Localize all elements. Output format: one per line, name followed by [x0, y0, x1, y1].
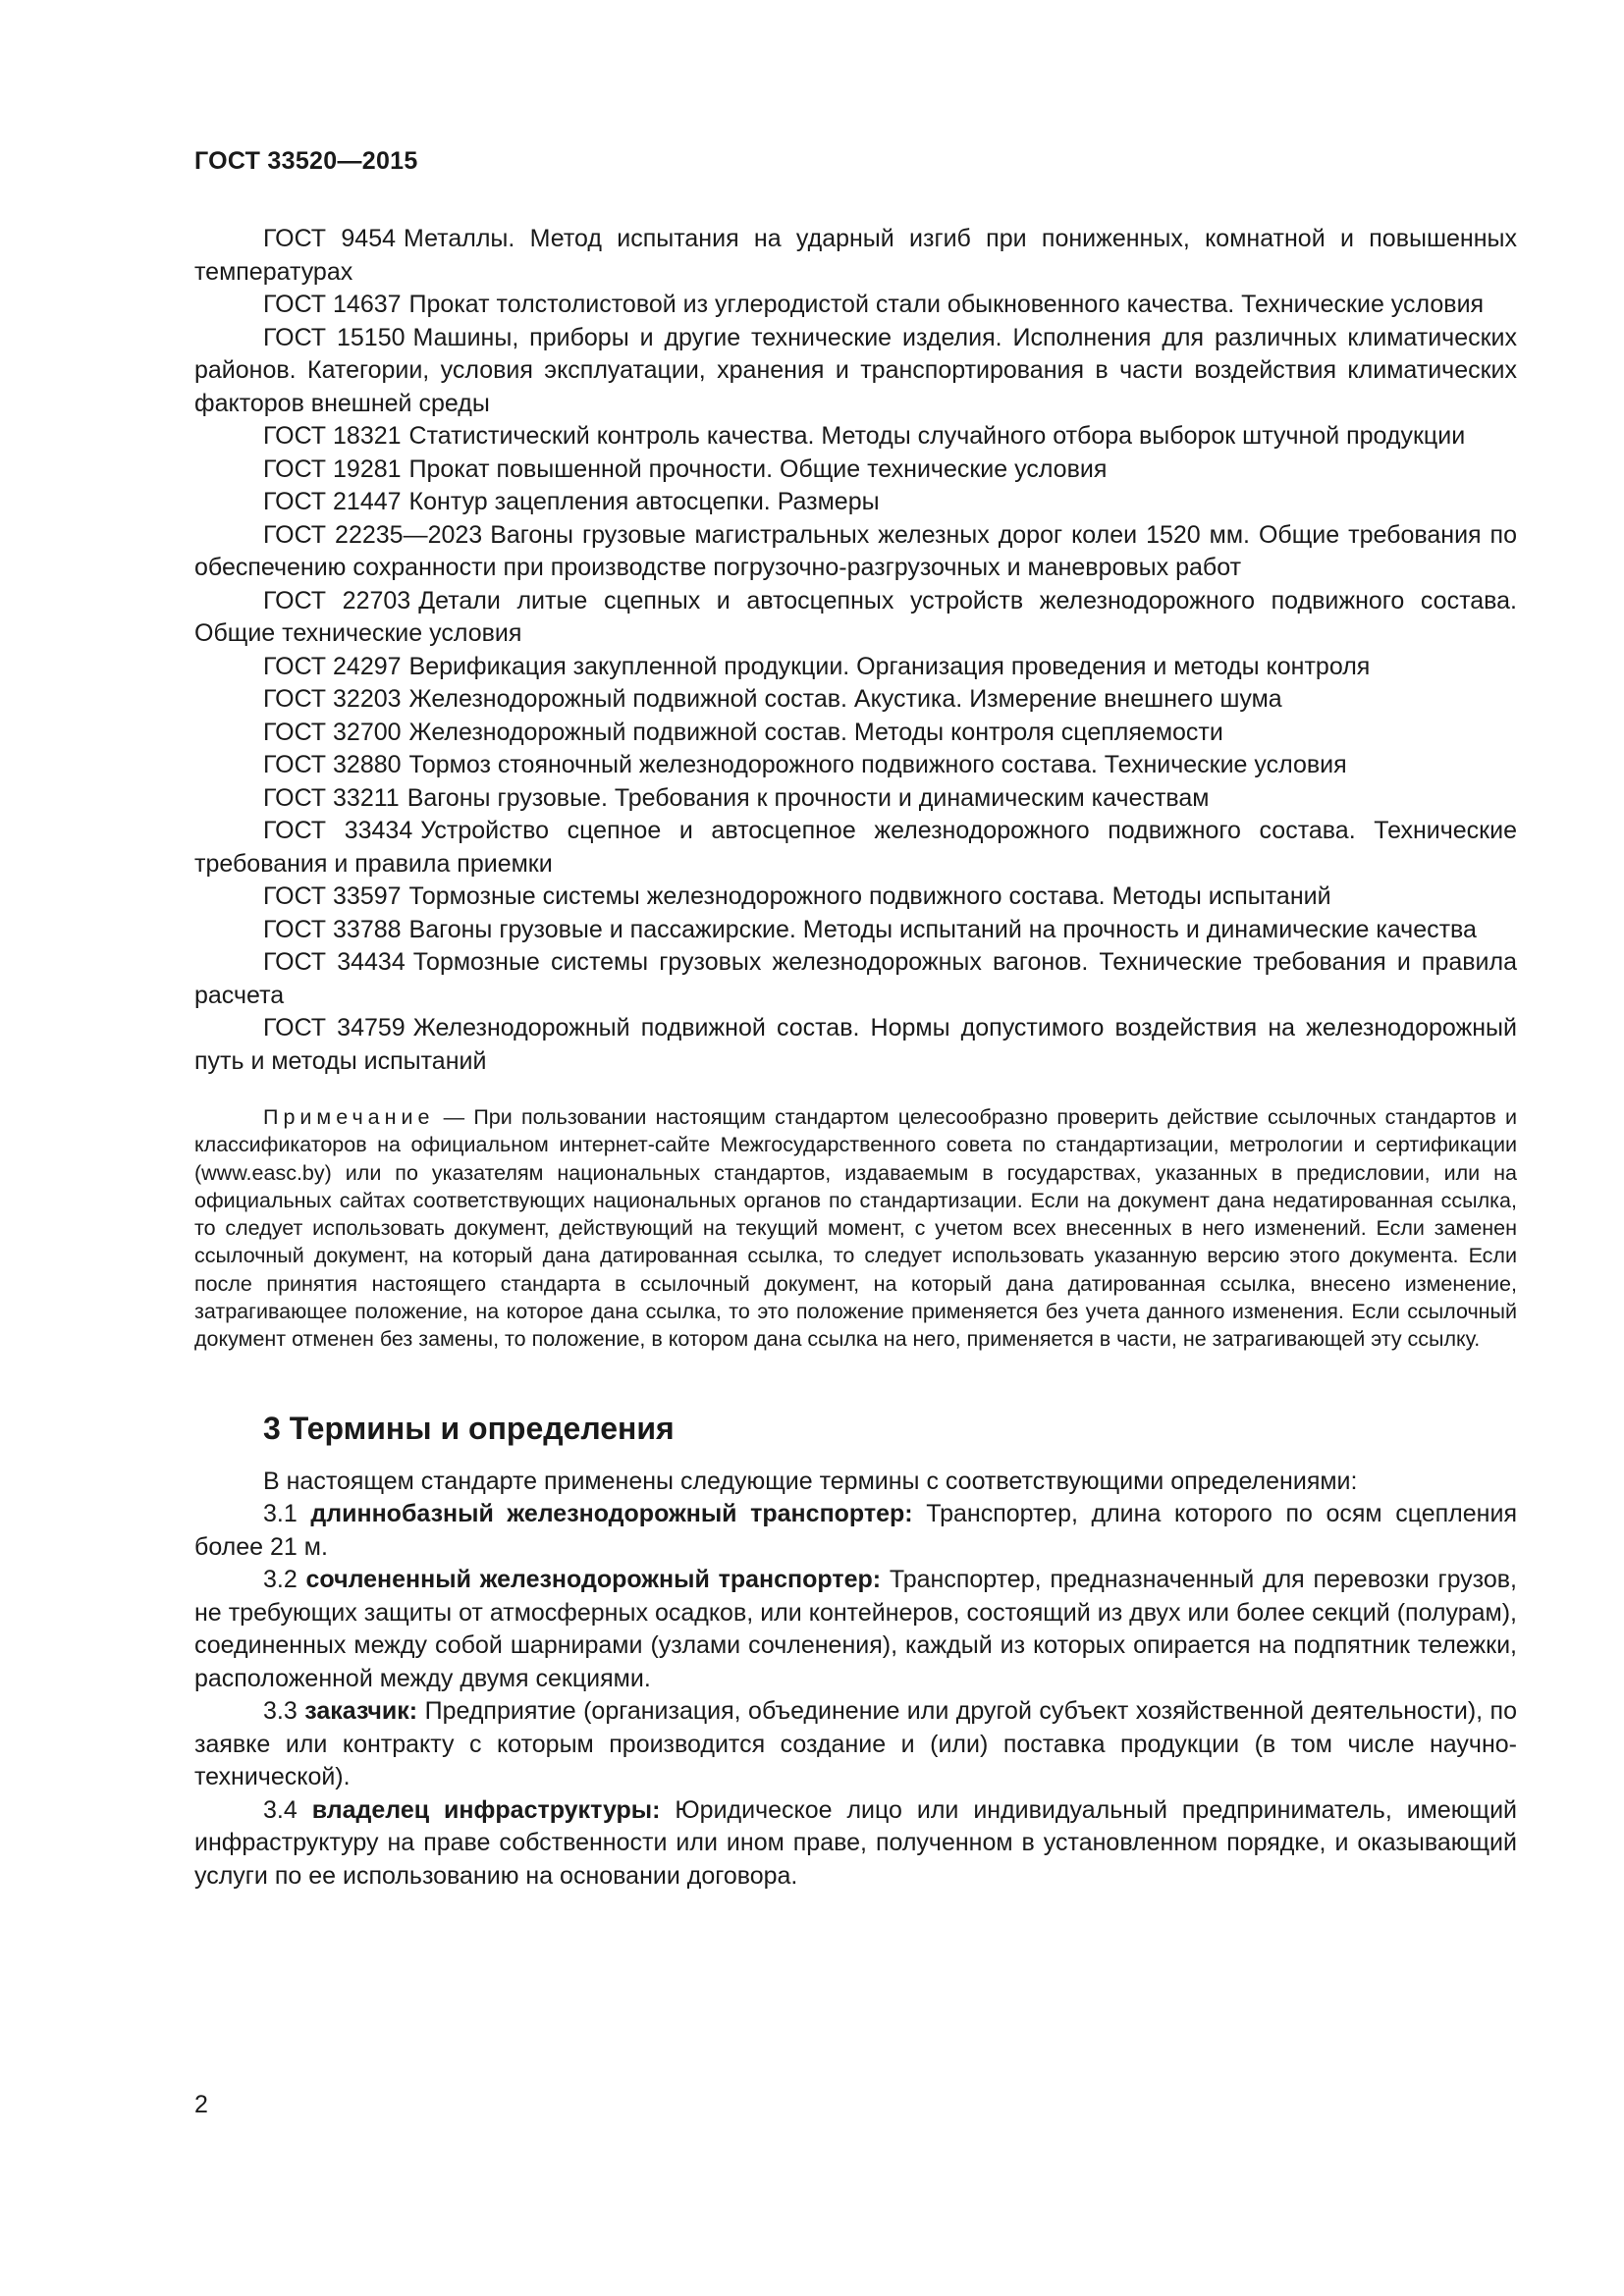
reference-item [194, 782, 1517, 816]
reference-title: Железнодорожный подвижной состав. Акустика. Измерение внешнего шума [408, 685, 1282, 713]
reference-code: ГОСТ 22703 [263, 586, 411, 614]
term-text: Транспортер, длина которого по осям сцепления более 21 м. [194, 1500, 1517, 1561]
reference-item [194, 717, 1517, 750]
reference-code: ГОСТ 33788 [263, 915, 402, 943]
term-name: заказчик: [304, 1697, 418, 1726]
reference-item [194, 1012, 1517, 1078]
reference-title: Железнодорожный подвижной состав. Методы контроля сцепляемости [408, 718, 1223, 746]
reference-code: ГОСТ 33211 [263, 783, 400, 812]
reference-item [194, 585, 1517, 651]
note-paragraph [194, 1103, 1517, 1354]
term-number: 3.4 [263, 1795, 298, 1824]
reference-title: Тормоз стояночный железнодорожного подвижного состава. Технические условия [408, 751, 1347, 778]
reference-title: Контур зацепления автосцепки. Размеры [408, 488, 880, 515]
reference-title: Статистический контроль качества. Методы случайного отбора выборок штучной продукции [408, 422, 1466, 450]
term-name: длиннобазный железнодорожный транспортер: [310, 1500, 913, 1528]
reference-item [194, 683, 1517, 717]
reference-code: ГОСТ 19281 [263, 454, 402, 483]
reference-code: ГОСТ 33597 [263, 882, 402, 910]
reference-title: Машины, приборы и другие технические изделия. Исполнения для различных климатических районов. Категории, условия эксплуатации, хранения и транспортирования в части воздействия климатических факторов внешней среды [194, 323, 1517, 417]
reference-title: Тормозные системы железнодорожного подвижного состава. Методы испытаний [408, 882, 1331, 910]
reference-item [194, 749, 1517, 782]
reference-title: Устройство сцепное и автосцепное железнодорожного подвижного состава. Технические требования и правила приемки [194, 817, 1517, 878]
reference-code: ГОСТ 32700 [263, 718, 402, 746]
term-name: сочлененный железнодорожный транспортер: [305, 1566, 882, 1594]
term-definition [194, 1794, 1517, 1894]
section-heading: 3 Термины и определения [263, 1410, 675, 1446]
reference-code: ГОСТ 22235—2023 [263, 520, 483, 549]
reference-code: ГОСТ 32203 [263, 685, 402, 713]
reference-code: ГОСТ 34759 [263, 1014, 406, 1041]
term-definition [194, 1564, 1517, 1695]
note-text: — При пользовании настоящим стандартом целесообразно проверить действие ссылочных стандартов и классификаторов на официальном интернет-сайте Межгосударственного совета по стандартизации, метрологии и сертификации (www.easc.by) или по указателям национальных стандартов, издаваемым в государствах, указанных в предисловии, или на официальных сайтах соответствующих национальных органов по стандартизации. Если на документ дана недатированная ссылка, то следует использовать документ, действующий на текущий момент, с учетом всех внесенных в него изменений. Если заменен ссылочный документ, на который дана датированная ссылка, то следует использовать указанную версию этого документа. Если после принятия настоящего стандарта в ссылочный документ, на который дана датированная ссылка, внесено изменение, затрагивающее положение, на которое дана ссылка, то это положение применяется без учета данного изменения. Если ссылочный документ отменен без замены, то положение, в котором дана ссылка на него, применяется в части, не затрагивающей эту ссылку. [194, 1105, 1517, 1352]
reference-item [194, 289, 1517, 322]
reference-title: Прокат повышенной прочности. Общие технические условия [408, 454, 1108, 483]
term-definition [194, 1695, 1517, 1794]
reference-item [194, 322, 1517, 421]
reference-code: ГОСТ 24297 [263, 652, 402, 680]
reference-item [194, 454, 1517, 487]
reference-title: Металлы. Метод испытания на ударный изгиб при пониженных, комнатной и повышенных температурах [194, 225, 1517, 286]
reference-code: ГОСТ 15150 [263, 323, 406, 351]
term-number: 3.2 [263, 1566, 298, 1594]
reference-title: Прокат толстолистовой из углеродистой стали обыкновенного качества. Технические условия [408, 291, 1485, 318]
note-label: Примечание [263, 1105, 435, 1129]
term-text: Юридическое лицо или индивидуальный предприниматель, имеющий инфраструктуру на праве собственности или ином праве, полученном в установленном порядке, и оказывающий услуги по ее использованию на основании договора. [194, 1795, 1518, 1890]
term-text: Предприятие (организация, объединение или другой субъект хозяйственной деятельности), по заявке или контракту с которым производится создание и (или) поставка продукции (в том числе научно-технической). [194, 1697, 1518, 1791]
reference-item [194, 881, 1517, 914]
reference-code: ГОСТ 34434 [263, 948, 406, 976]
reference-item [194, 519, 1517, 585]
reference-title: Детали литые сцепных и автосцепных устройств железнодорожного подвижного состава. Общие технические условия [194, 586, 1517, 647]
reference-item [194, 486, 1517, 519]
reference-title: Тормозные системы грузовых железнодорожных вагонов. Технические требования и правила расчета [194, 948, 1518, 1009]
term-number: 3.1 [263, 1500, 298, 1528]
term-number: 3.3 [263, 1697, 298, 1726]
reference-title: Железнодорожный подвижной состав. Нормы допустимого воздействия на железнодорожный путь и методы испытаний [194, 1014, 1517, 1075]
reference-title: Вагоны грузовые и пассажирские. Методы испытаний на прочность и динамические качества [408, 915, 1477, 943]
section-intro: В настоящем стандарте применены следующие термины с соответствующими определениями: [263, 1467, 1358, 1495]
reference-item [194, 946, 1517, 1012]
reference-code: ГОСТ 14637 [263, 291, 402, 318]
reference-item [194, 420, 1517, 454]
reference-title: Вагоны грузовые магистральных железных дорог колеи 1520 мм. Общие требования по обеспечению сохранности при производстве погрузочно-разгрузочных и маневровых работ [194, 520, 1517, 581]
reference-item [194, 223, 1517, 289]
term-definition [194, 1498, 1517, 1564]
reference-title: Вагоны грузовые. Требования к прочности и динамическим качествам [406, 783, 1210, 812]
document-header: ГОСТ 33520—2015 [194, 147, 418, 175]
reference-code: ГОСТ 33434 [263, 817, 413, 844]
term-text: Транспортер, предназначенный для перевозки грузов, не требующих защиты от атмосферных осадков, или контейнеров, состоящий из двух или более секций (полурам), соединенных между собой шарнирами (узлами сочленения), каждый из которых опирается на подпятник тележки, расположенной между двумя секциями. [194, 1566, 1517, 1692]
reference-item [194, 651, 1517, 684]
document-body [194, 223, 1517, 1893]
reference-code: ГОСТ 32880 [263, 751, 402, 778]
reference-title: Верификация закупленной продукции. Организация проведения и методы контроля [408, 652, 1371, 680]
references-list [194, 223, 1517, 1078]
page-number: 2 [194, 2091, 208, 2118]
reference-code: ГОСТ 21447 [263, 488, 402, 515]
reference-code: ГОСТ 9454 [263, 225, 396, 252]
reference-item [194, 815, 1517, 881]
term-name: владелец инфраструктуры: [311, 1795, 661, 1824]
reference-item [194, 914, 1517, 947]
reference-code: ГОСТ 18321 [263, 422, 402, 450]
